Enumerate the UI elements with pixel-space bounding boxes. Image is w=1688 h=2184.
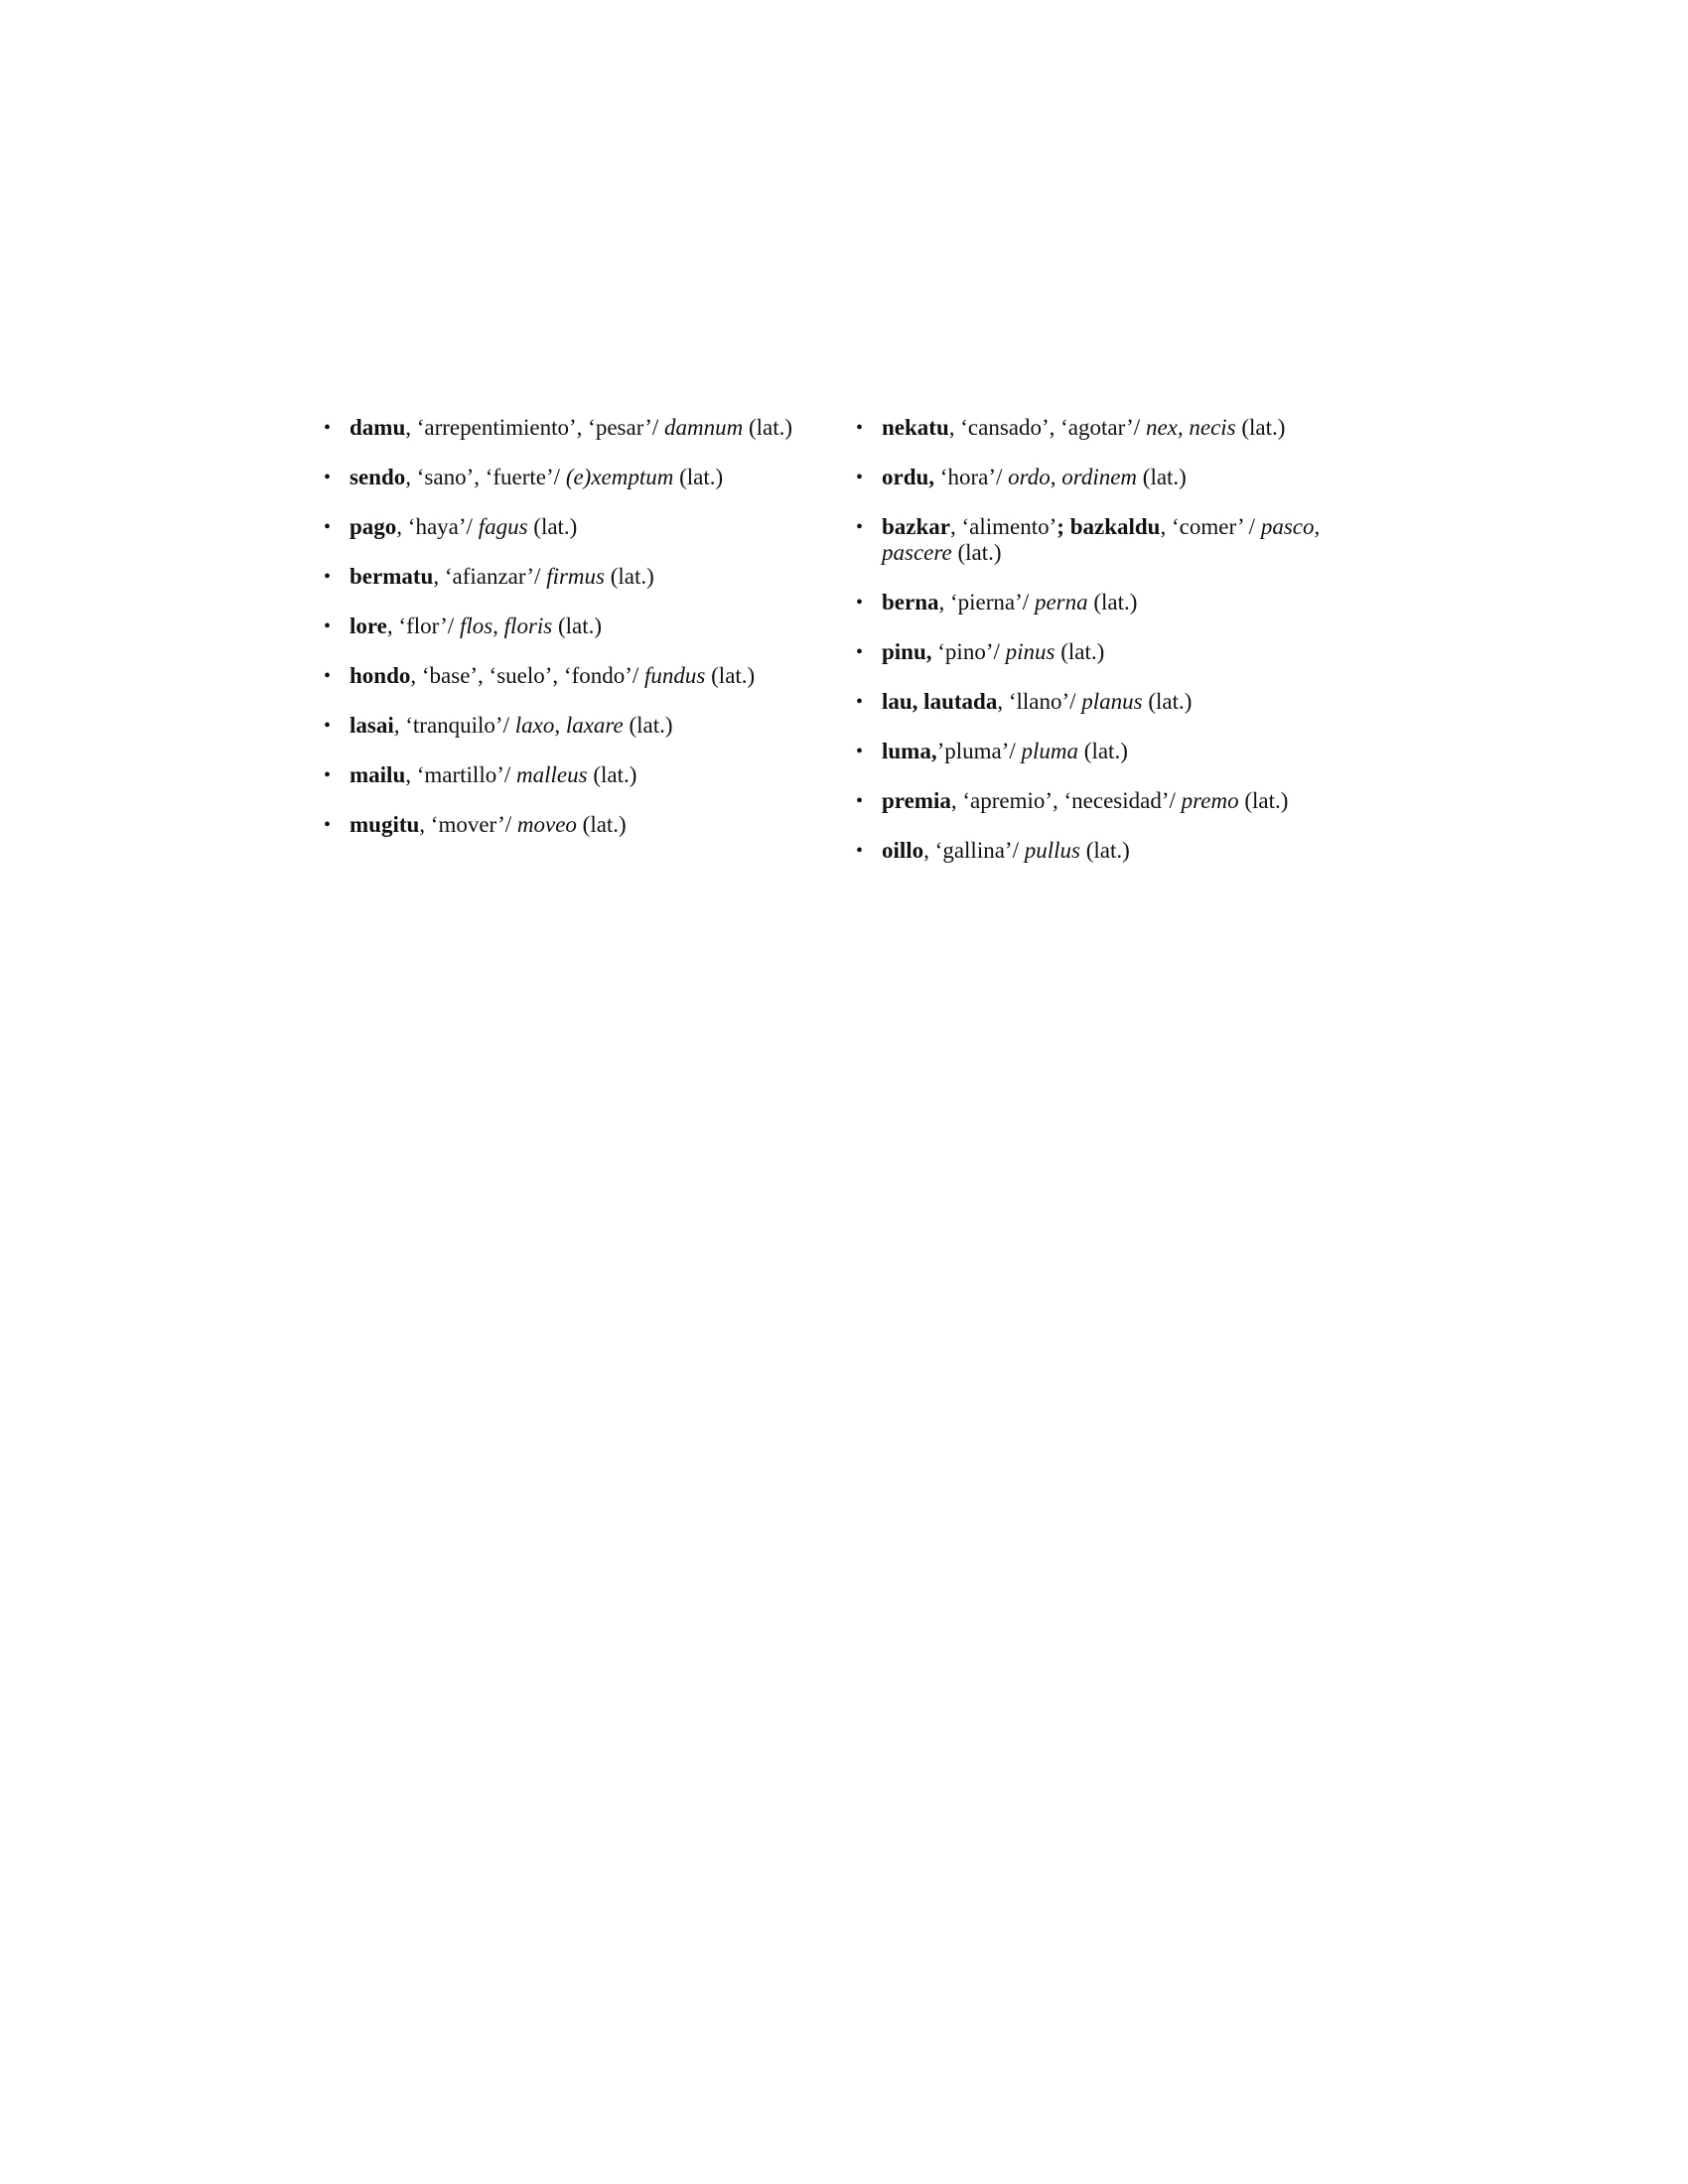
gloss-text: , ‘pierna’/ xyxy=(938,590,1035,614)
latin-etymon: pasco, pascere xyxy=(882,514,1321,565)
list-item xyxy=(324,713,820,739)
gloss-text: , ‘haya’/ xyxy=(396,514,479,539)
gloss-text: , ‘llano’/ xyxy=(997,689,1082,714)
latin-etymon: (e)xemptum xyxy=(565,465,674,489)
list-item xyxy=(856,514,1372,566)
list-item xyxy=(324,415,820,441)
list-item xyxy=(856,689,1372,715)
list-item xyxy=(856,415,1372,441)
basque-term: luma, xyxy=(882,739,937,763)
bullet-icon: • xyxy=(856,516,864,538)
right-column-list xyxy=(856,415,1372,887)
basque-term: lasai xyxy=(350,713,394,738)
latin-etymon: pluma xyxy=(1021,739,1079,763)
bullet-icon: • xyxy=(324,417,332,439)
left-column-list xyxy=(324,415,820,862)
bullet-icon: • xyxy=(324,764,332,786)
basque-term: pinu, xyxy=(882,639,932,664)
gloss-text: ’pluma’/ xyxy=(936,739,1022,763)
list-item xyxy=(856,465,1372,490)
gloss-text: , ‘apremio’, ‘necesidad’/ xyxy=(950,788,1182,813)
basque-term: damu xyxy=(350,415,406,440)
latin-etymon: fagus xyxy=(478,514,528,539)
bullet-icon: • xyxy=(856,467,864,488)
basque-term: lore xyxy=(350,614,387,638)
gloss-text: , ‘comer’ / xyxy=(1160,514,1261,539)
bullet-icon: • xyxy=(856,417,864,439)
gloss-text: (lat.) xyxy=(951,540,1002,565)
list-item xyxy=(856,739,1372,764)
basque-term: bazkar xyxy=(882,514,950,539)
gloss-text: , ‘base’, ‘suelo’, ‘fondo’/ xyxy=(410,663,645,688)
bullet-icon: • xyxy=(324,615,332,637)
basque-term: ordu, xyxy=(882,465,935,489)
basque-term: bermatu xyxy=(350,564,434,589)
gloss-text: (lat.) xyxy=(743,415,793,440)
gloss-text: (lat.) xyxy=(552,614,603,638)
list-item xyxy=(856,788,1372,814)
gloss-text: , ‘flor’/ xyxy=(386,614,460,638)
gloss-text: , ‘tranquilo’/ xyxy=(393,713,515,738)
gloss-text: (lat.) xyxy=(604,564,654,589)
gloss-text: , ‘cansado’, ‘agotar’/ xyxy=(948,415,1146,440)
basque-term: oillo xyxy=(882,838,924,863)
basque-term: lau, lautada xyxy=(882,689,998,714)
basque-term: mugitu xyxy=(350,812,420,837)
gloss-text: (lat.) xyxy=(1137,465,1187,489)
basque-term: pago xyxy=(350,514,397,539)
bullet-icon: • xyxy=(324,665,332,687)
gloss-text: , ‘martillo’/ xyxy=(405,762,517,787)
bullet-icon: • xyxy=(856,840,864,862)
bullet-icon: • xyxy=(856,592,864,614)
bullet-icon: • xyxy=(324,715,332,737)
basque-term: mailu xyxy=(350,762,406,787)
latin-etymon: firmus xyxy=(546,564,605,589)
gloss-text: (lat.) xyxy=(623,713,673,738)
gloss-text: , ‘sano’, ‘fuerte’/ xyxy=(405,465,566,489)
gloss-text: (lat.) xyxy=(705,663,756,688)
basque-term: nekatu xyxy=(882,415,949,440)
latin-etymon: pullus xyxy=(1024,838,1080,863)
gloss-text: ‘pino’/ xyxy=(931,639,1006,664)
gloss-text: , ‘afianzar’/ xyxy=(433,564,547,589)
list-item xyxy=(856,639,1372,665)
basque-term: premia xyxy=(882,788,951,813)
latin-etymon: moveo xyxy=(516,812,577,837)
list-item xyxy=(324,465,820,490)
latin-etymon: planus xyxy=(1081,689,1143,714)
bullet-icon: • xyxy=(324,566,332,588)
gloss-text: , ‘arrepentimiento’, ‘pesar’/ xyxy=(405,415,665,440)
bullet-icon: • xyxy=(324,516,332,538)
list-item xyxy=(856,838,1372,864)
gloss-text: (lat.) xyxy=(1078,739,1128,763)
gloss-text: (lat.) xyxy=(587,762,637,787)
latin-etymon: perna xyxy=(1034,590,1088,614)
latin-etymon: fundus xyxy=(644,663,706,688)
gloss-text: (lat.) xyxy=(1238,788,1289,813)
latin-etymon: laxo, laxare xyxy=(514,713,624,738)
gloss-text: , ‘gallina’/ xyxy=(923,838,1025,863)
bullet-icon: • xyxy=(324,467,332,488)
gloss-text: (lat.) xyxy=(1142,689,1193,714)
gloss-text: , ‘mover’/ xyxy=(419,812,517,837)
latin-etymon: ordo, ordinem xyxy=(1008,465,1138,489)
gloss-text: ‘hora’/ xyxy=(934,465,1009,489)
basque-term: berna xyxy=(882,590,939,614)
gloss-text: (lat.) xyxy=(673,465,724,489)
bullet-icon: • xyxy=(856,691,864,713)
latin-etymon: pinus xyxy=(1005,639,1055,664)
list-item xyxy=(324,663,820,689)
gloss-text: (lat.) xyxy=(527,514,578,539)
gloss-text: (lat.) xyxy=(576,812,627,837)
list-item xyxy=(324,762,820,788)
gloss-text: (lat.) xyxy=(1079,838,1130,863)
basque-term: hondo xyxy=(350,663,411,688)
list-item xyxy=(324,614,820,639)
list-item xyxy=(324,514,820,540)
latin-etymon: flos, floris xyxy=(459,614,553,638)
latin-etymon: damnum xyxy=(664,415,744,440)
bullet-icon: • xyxy=(856,790,864,812)
gloss-text: (lat.) xyxy=(1087,590,1138,614)
list-item xyxy=(324,812,820,838)
gloss-text: , ‘alimento’ xyxy=(950,514,1057,539)
basque-term: sendo xyxy=(350,465,406,489)
latin-etymon: premo xyxy=(1181,788,1239,813)
gloss-text: (lat.) xyxy=(1235,415,1286,440)
list-item xyxy=(856,590,1372,615)
bullet-icon: • xyxy=(856,741,864,762)
basque-term: ; bazkaldu xyxy=(1056,514,1161,539)
bullet-icon: • xyxy=(856,641,864,663)
list-item xyxy=(324,564,820,590)
bullet-icon: • xyxy=(324,814,332,836)
latin-etymon: nex, necis xyxy=(1145,415,1236,440)
latin-etymon: malleus xyxy=(516,762,588,787)
gloss-text: (lat.) xyxy=(1055,639,1105,664)
